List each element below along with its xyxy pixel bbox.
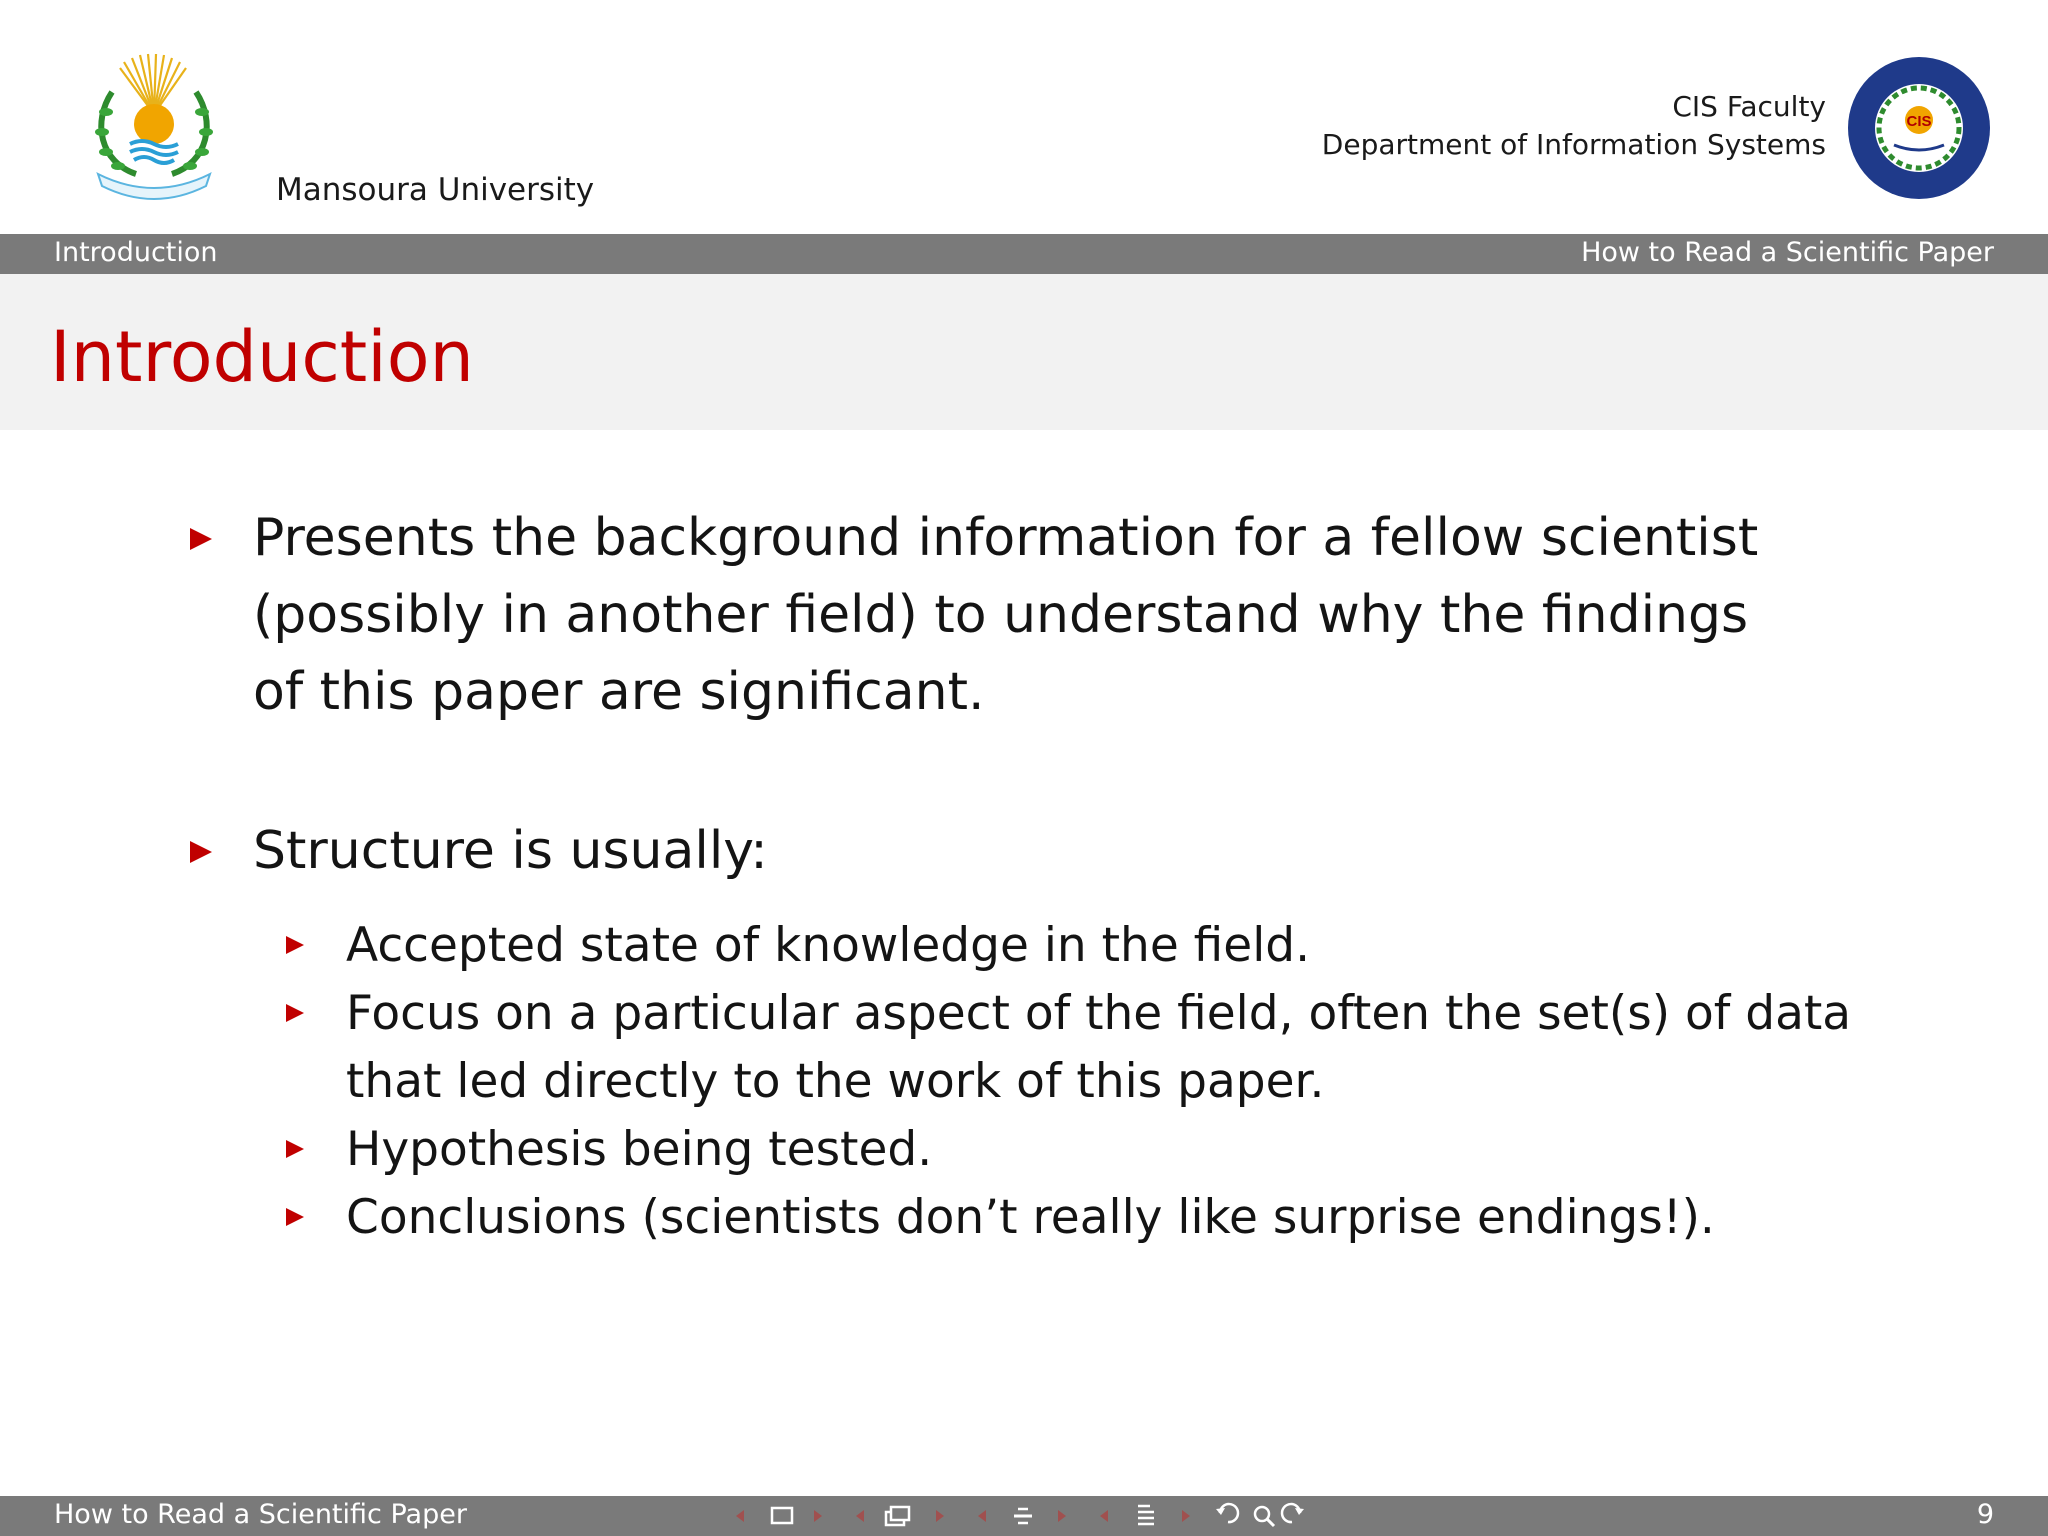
slide-footer: [0, 1496, 2048, 1536]
sub-bullet-triangle-icon: [286, 936, 304, 954]
bullet-text: Presents the background information for a fellow scientist (possibly in another field) to understand why the findings of this paper are significant.: [253, 508, 1759, 722]
title-band: [0, 274, 2048, 430]
bullet-text: Structure is usually:: [253, 821, 768, 881]
go-back-icon[interactable]: [1216, 1504, 1238, 1522]
document-prev-arrow-icon[interactable]: [1100, 1510, 1108, 1522]
university-name: Mansoura University: [276, 172, 595, 208]
sub-bullet-triangle-icon: [286, 1004, 304, 1022]
cis-faculty-logo: [1846, 55, 1992, 201]
sub-bullet-text: Accepted state of knowledge in the field.: [346, 918, 1311, 973]
section-next-arrow-icon[interactable]: [1058, 1510, 1066, 1522]
section-link[interactable]: Introduction: [54, 237, 218, 268]
slide-title: Introduction: [50, 316, 474, 398]
sub-bullet-text: Hypothesis being tested.: [346, 1122, 933, 1177]
frame-prev-arrow-icon[interactable]: [736, 1510, 744, 1522]
document-next-arrow-icon[interactable]: [1182, 1510, 1190, 1522]
cis-logo-text: CIS: [1906, 113, 1932, 130]
page-number: 9: [1976, 1499, 1994, 1530]
sub-bullet-triangle-icon: [286, 1208, 304, 1226]
presentation-title-link[interactable]: How to Read a Scientific Paper: [1581, 237, 1994, 268]
subsection-icon[interactable]: [886, 1507, 909, 1525]
slide-header: [0, 0, 2048, 234]
bullet-triangle-icon: [190, 528, 212, 550]
subsection-next-arrow-icon[interactable]: [936, 1510, 944, 1522]
section-icon[interactable]: [1014, 1509, 1032, 1523]
footer-title: How to Read a Scientific Paper: [54, 1499, 467, 1530]
slide-content: [0, 430, 2048, 1496]
document-icon[interactable]: [1138, 1506, 1154, 1524]
faculty-name: CIS Faculty: [1672, 90, 1826, 123]
navigation-strip: [0, 234, 2048, 274]
subsection-prev-arrow-icon[interactable]: [856, 1510, 864, 1522]
department-name: Department of Information Systems: [1321, 128, 1826, 161]
bullet-triangle-icon: [190, 841, 212, 863]
frame-icon[interactable]: [772, 1508, 792, 1523]
sub-bullet-triangle-icon: [286, 1140, 304, 1158]
search-icon[interactable]: [1255, 1507, 1274, 1526]
faculty-block: [1322, 88, 1826, 164]
section-prev-arrow-icon[interactable]: [978, 1510, 986, 1522]
frame-next-arrow-icon[interactable]: [814, 1510, 822, 1522]
go-forward-icon[interactable]: [1282, 1504, 1304, 1522]
sub-bullet-text: Focus on a particular aspect of the field, often the set(s) of data that led directly to the work of this paper.: [346, 986, 1852, 1109]
mansoura-university-logo: [84, 52, 224, 202]
beamer-navigation-controls: [728, 1500, 1328, 1532]
sub-bullet-text: Conclusions (scientists don’t really like surprise endings!).: [346, 1190, 1715, 1245]
